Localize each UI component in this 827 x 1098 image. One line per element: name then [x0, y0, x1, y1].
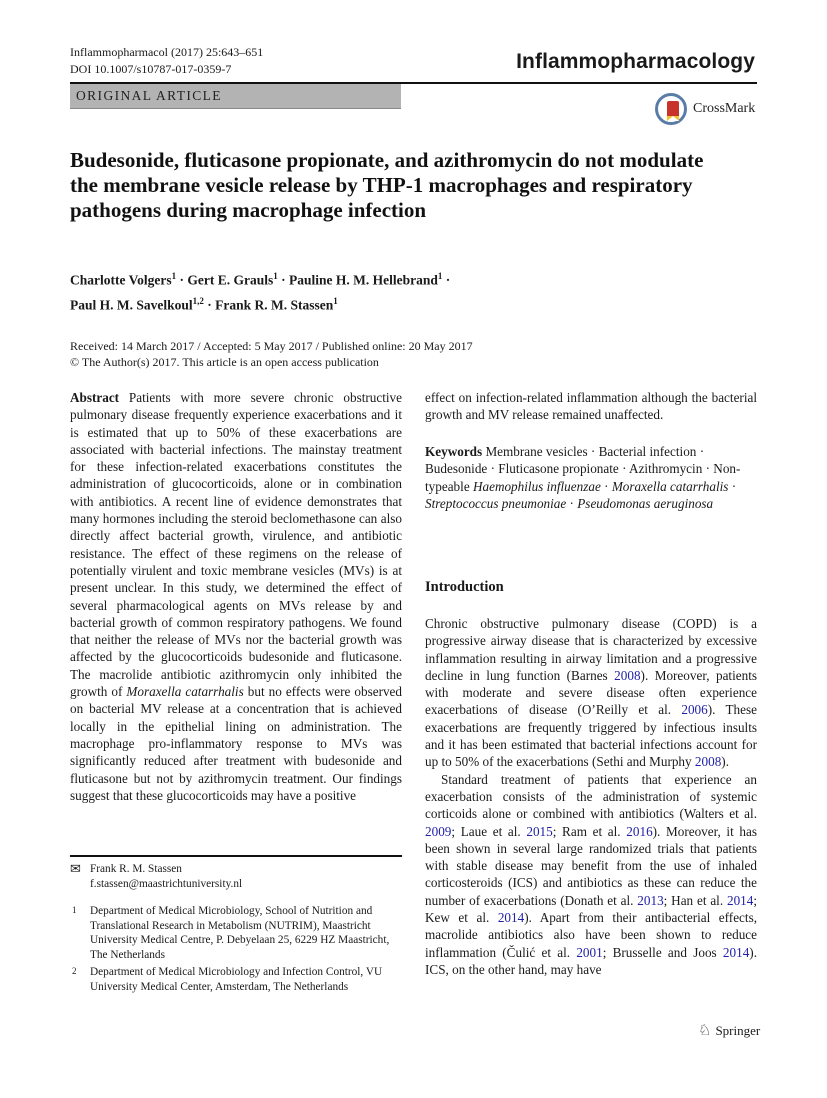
citation-link[interactable]: 2008	[614, 667, 641, 683]
paragraph-text: ). Moreover, patients with moderate and severe disease often experience exacerbations of disease (O’Reilly et al.	[425, 667, 757, 718]
paragraph-text: ; Kew et al.	[425, 892, 758, 926]
crossmark-icon	[655, 93, 687, 125]
paragraph-text: ; Ram et al.	[552, 823, 627, 839]
author-separator: ·	[203, 297, 216, 312]
publisher-name: Springer	[715, 1022, 761, 1038]
keyword: Azithromycin	[629, 461, 703, 477]
citation-link[interactable]: 2013	[637, 892, 664, 908]
paragraph-text: ; Laue et al.	[451, 823, 527, 839]
author-separator: ·	[442, 272, 451, 288]
copyright-line: © The Author(s) 2017. This article is an open access publication	[70, 355, 379, 369]
author-separator: ·	[277, 272, 290, 288]
publisher-logo	[698, 1021, 760, 1040]
article-type-band	[70, 84, 401, 109]
citation-link[interactable]: 2016	[626, 823, 653, 839]
keyword-separator: ·	[587, 444, 599, 459]
affiliation-1: Department of Medical Microbiology, School of Nutrition and Translational Research in Metabolism (NUTRIM), Maastricht University Medical Centre, P. Debyelaan 25, 6229 HZ Maastricht, The Netherlands	[90, 905, 390, 961]
keyword-separator: ·	[618, 461, 630, 477]
citation-link[interactable]: 2015	[526, 823, 553, 839]
author-name[interactable]: Charlotte Volgers	[70, 272, 172, 288]
section-heading-introduction: Introduction	[425, 579, 504, 595]
keyword-separator: ·	[566, 495, 578, 511]
crossmark-button[interactable]	[655, 93, 765, 129]
keyword-separator: ·	[487, 461, 499, 477]
paragraph-text: ).	[721, 754, 729, 770]
author-name[interactable]: Frank R. M. Stassen	[215, 297, 334, 312]
author-name[interactable]: Paul H. M. Savelkoul	[70, 297, 193, 312]
paragraph-text: ). ICS, on the other hand, may have	[425, 944, 757, 977]
envelope-icon: ✉	[70, 861, 81, 876]
author-name[interactable]: Pauline H. M. Hellebrand	[289, 272, 438, 288]
paragraph-text: ; Brusselle and Joos	[602, 944, 723, 960]
corresponding-email[interactable]: f.stassen@maastrichtuniversity.nl	[90, 877, 243, 890]
author-list	[70, 266, 590, 315]
footnote-rule	[70, 855, 402, 857]
affiliation-2: Department of Medical Microbiology and Infection Control, VU University Medical Center, Amsterdam, The Netherlands	[90, 966, 383, 993]
citation-link[interactable]: 2001	[576, 944, 603, 960]
paragraph-text: ). Moreover, it has been shown in several large randomized trials that patients with stable disease may benefit from the use of inhaled corticosteroids (ICS) and antibiotics as these can reduce the number of exacerbations (Donath et al.	[425, 823, 757, 908]
keyword: Bacterial infection	[598, 444, 697, 459]
affiliation-superscript: 1,2	[192, 295, 204, 306]
paragraph-text: Chronic obstructive pulmonary disease (COPD) is a progressive airway disease that is characterized by excessive inflammation resulting in airway limitation and a progressive decline in lung function (Barnes	[425, 616, 757, 683]
publication-dates	[70, 338, 473, 370]
keyword: Fluticasone propionate	[498, 461, 619, 477]
crossmark-label: CrossMark	[693, 101, 756, 116]
keyword: Budesonide	[425, 461, 488, 477]
affiliation-superscript: 1	[333, 295, 338, 306]
paragraph-text: Standard treatment of patients that experience an exacerbation consists of the administration of systemic corticoids alone or combined with antibiotics (Walters et al.	[425, 771, 757, 822]
keyword: Moraxella catarrhalis	[611, 478, 729, 494]
keywords	[425, 443, 757, 512]
abstract	[70, 389, 402, 804]
citation-link[interactable]: 2006	[681, 702, 708, 718]
citation-link[interactable]: 2014	[497, 910, 525, 926]
keyword-separator: ·	[600, 478, 612, 494]
article-type: ORIGINAL ARTICLE	[76, 88, 222, 103]
keywords-label: Keywords	[425, 444, 486, 459]
author-name[interactable]: Gert E. Grauls	[187, 272, 274, 288]
paragraph-text: ). These exacerbations are frequently triggered by infectious insults and it has been estimated that bacterial infections account for up to 50% of the exacerbations (Sethi and Murphy	[425, 702, 757, 770]
keyword: Non-typeable Haemophilus influenzae	[425, 461, 741, 494]
abstract-continuation: effect on infection-related inflammation although the bacterial growth and MV release remained unaffected.	[425, 390, 757, 423]
keyword-separator: ·	[728, 478, 737, 494]
keyword: Streptococcus pneumoniae	[425, 495, 567, 511]
abstract-label: Abstract	[70, 390, 120, 405]
citation-block	[70, 44, 263, 78]
introduction-body	[425, 615, 757, 978]
citation-link[interactable]: 2014	[726, 892, 754, 908]
corresponding-author	[90, 862, 242, 891]
intro-paragraph-2	[425, 771, 757, 979]
author-separator: ·	[176, 272, 188, 288]
affiliation-superscript: 1	[437, 271, 443, 281]
citation-link[interactable]: 2008	[694, 754, 722, 770]
abstract-italic: Moraxella catarrhalis	[126, 684, 244, 700]
springer-horse-icon: ♘	[698, 1023, 712, 1039]
affiliation-superscript: 1	[273, 271, 278, 281]
keyword: Pseudomonas aeruginosa	[577, 495, 714, 511]
doi[interactable]: DOI 10.1007/s10787-017-0359-7	[70, 62, 232, 76]
article-title: Budesonide, fluticasone propionate, and azithromycin do not modulate the membrane vesicle release by THP-1 macrophages and respiratory pathogens during macrophage infection	[70, 148, 704, 222]
abstract-text-2: but no effects were observed on bacterial MV release at a concentration that is achieved locally in the epithelial lining on administration. The macrophage pro-inflammatory response to MVs was significantly reduced after treatment with budesonide and fluticasone but not by azithromycin treatment. Our findings suggest that these glucocorticoids may have a positive	[70, 684, 402, 803]
affiliation-superscript: 1	[171, 271, 177, 281]
keyword-separator: ·	[696, 444, 705, 459]
dates-line: Received: 14 March 2017 / Accepted: 5 May 2017 / Published online: 20 May 2017	[70, 339, 473, 353]
citation-link[interactable]: 2009	[425, 823, 452, 839]
journal-name: Inflammopharmacology	[516, 50, 755, 73]
affiliation-number: 1	[72, 905, 77, 915]
keyword-separator: ·	[702, 461, 714, 477]
intro-paragraph-1	[425, 615, 757, 771]
paragraph-text: ). Apart from their antibacterial effects, macrolide antibiotics also have been shown to reduce inflammation (Čulić et al.	[425, 910, 757, 960]
journal-citation: Inflammopharmacol (2017) 25:643–651	[70, 45, 264, 59]
affiliation-number: 2	[72, 966, 77, 976]
citation-link[interactable]: 2014	[722, 944, 750, 960]
abstract-text-1: Patients with more severe chronic obstructive pulmonary disease frequently experience exacerbations and it is estimated that up to 50% of these exacerbations are associated with bacterial infections. The mainstay treatment for these infection-related exacerbations constitutes the administration of glucocorticoids, alone or in combination with antibiotics. A recent line of evidence demonstrates that many hormones including the steroid beclomethasone can also directly affect bacterial growth, virulence, and antibiotic resistance. The effect of these regimens on the release of potentially virulent and toxic membrane vesicles (MVs) is at present unclear. In this study, we determined the effect of several pharmacological agents on MVs release by and bacterial growth of common respiratory pathogens. We found that neither the release of MVs nor the bacterial growth was affected by the glucocorticoids budesonide and fluticasone. The macrolide antibiotic azithromycin only inhibited the growth of	[70, 390, 402, 700]
paragraph-text: ; Han et al.	[663, 892, 727, 908]
keyword: Membrane vesicles	[485, 444, 588, 459]
corresponding-name: Frank R. M. Stassen	[90, 863, 182, 875]
